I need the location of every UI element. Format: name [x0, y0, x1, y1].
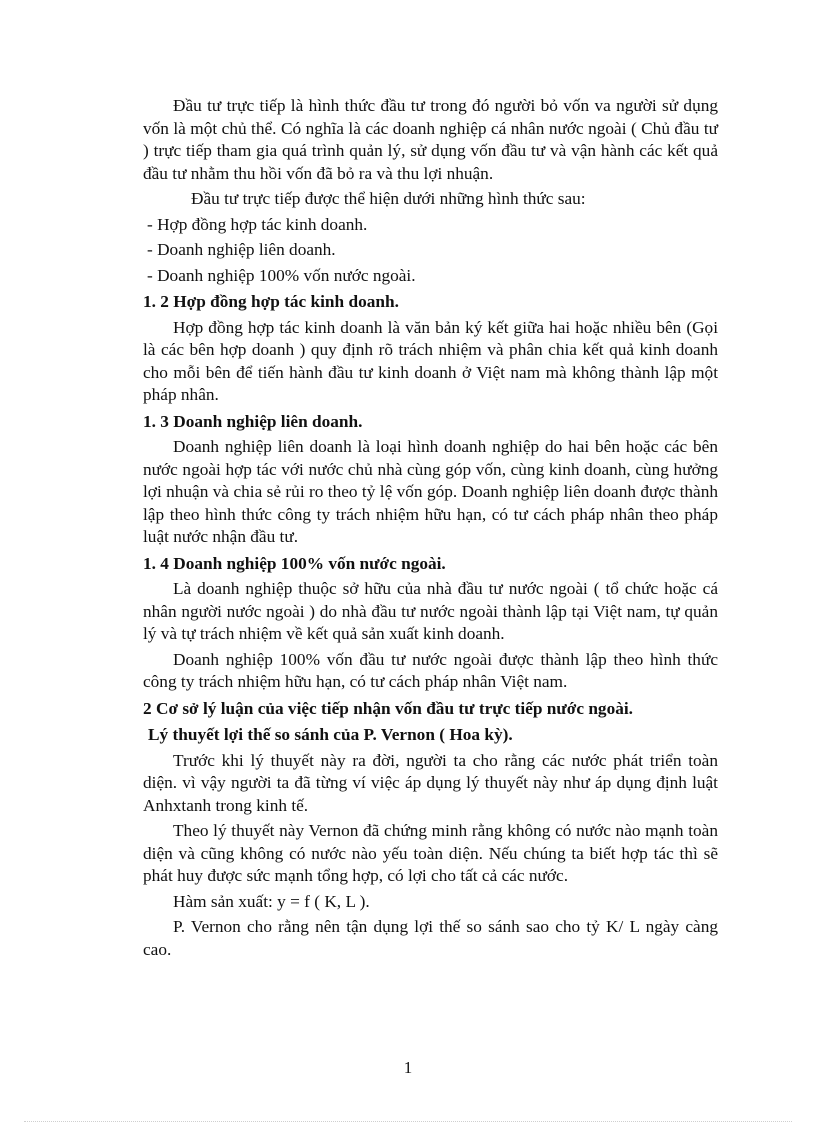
paragraph-vernon-2: Theo lý thuyết này Vernon đã chứng minh rằng không có nước nào mạnh toàn diện và cũng không có nước nào yếu toàn diện. Nếu chúng ta biết hợp tác thì sẽ phát huy được sức mạnh tổng hợp, có lợi cho tất cả các nước.	[143, 821, 718, 885]
paragraph-bcc: Hợp đồng hợp tác kinh doanh là văn bản ký kết giữa hai hoặc nhiều bên (Gọi là các bên hợp doanh ) quy định rõ trách nhiệm và phân chia kết quả kinh doanh cho mỗi bên để tiến hành đầu tư kinh doanh ở Việt nam mà không thành lập một pháp nhân.	[143, 317, 718, 404]
paragraph-joint-venture: Doanh nghiệp liên doanh là loại hình doanh nghiệp do hai bên hoặc các bên nước ngoài hợp tác với nước chủ nhà cùng góp vốn, cùng kinh doanh, cùng hưởng lợi nhuận và chia sẻ rủi ro theo tỷ lệ vốn góp. Doanh nghiệp liên doanh được thành lập theo hình thức công ty trách nhiệm hữu hạn, có tư cách pháp nhân theo pháp luật nước nhận đầu tư.	[143, 437, 718, 546]
paragraph-vernon-1: Trước khi lý thuyết này ra đời, người ta cho rằng các nước phát triển toàn diện. vì vậy người ta đã từng ví việc áp dụng lý thuyết này như áp dụng định luật Anhxtanh trong kinh tế.	[143, 750, 718, 815]
paragraph-forms-intro: Đầu tư trực tiếp được thể hiện dưới những hình thức sau:	[191, 189, 586, 208]
heading-1-3: 1. 3 Doanh nghiệp liên doanh.	[143, 411, 363, 431]
heading-1-2: 1. 2 Hợp đồng hợp tác kinh doanh.	[143, 292, 399, 311]
heading-2-subtitle: Lý thuyết lợi thế so sánh của P. Vernon ( Hoa kỳ).	[148, 725, 513, 744]
paragraph-foreign-owned-2: Doanh nghiệp 100% vốn đầu tư nước ngoài được thành lập theo hình thức công ty trách nhiệm hữu hạn, có tư cách pháp nhân Việt nam.	[143, 649, 718, 691]
page-bottom-divider	[24, 1121, 792, 1122]
list-item: - Hợp đồng hợp tác kinh doanh.	[147, 214, 368, 234]
heading-2: 2 Cơ sở lý luận của việc tiếp nhận vốn đầu tư trực tiếp nước ngoài.	[143, 698, 633, 718]
paragraph-vernon-3: P. Vernon cho rằng nên tận dụng lợi thế so sánh sao cho tỷ K/ L ngày càng cao.	[143, 917, 718, 959]
page-number: 1	[403, 1058, 413, 1077]
heading-1-4: 1. 4 Doanh nghiệp 100% vốn nước ngoài.	[143, 553, 446, 573]
paragraph-foreign-owned-1: Là doanh nghiệp thuộc sở hữu của nhà đầu tư nước ngoài ( tổ chức hoặc cá nhân người nước ngoài ) do nhà đầu tư nước ngoài thành lập tại Việt nam, tự quản lý và tự trách nhiệm về kết quả sản xuất kinh doanh.	[143, 579, 718, 643]
document-page	[143, 95, 718, 961]
list-item: - Doanh nghiệp liên doanh.	[147, 240, 336, 259]
paragraph-production-function: Hàm sản xuất: y = f ( K, L ).	[173, 891, 370, 911]
paragraph-direct-investment-definition: Đầu tư trực tiếp là hình thức đầu tư trong đó người bỏ vốn va người sử dụng vốn là một chủ thể. Có nghĩa là các doanh nghiệp cá nhân nước ngoài ( Chủ đầu tư ) trực tiếp tham gia quá trình quản lý, sử dụng vốn đầu tư và vận hành các kết quả đầu tư nhằm thu hồi vốn đã bỏ ra và thu lợi nhuận.	[143, 96, 718, 183]
list-item: - Doanh nghiệp 100% vốn nước ngoài.	[147, 265, 416, 285]
